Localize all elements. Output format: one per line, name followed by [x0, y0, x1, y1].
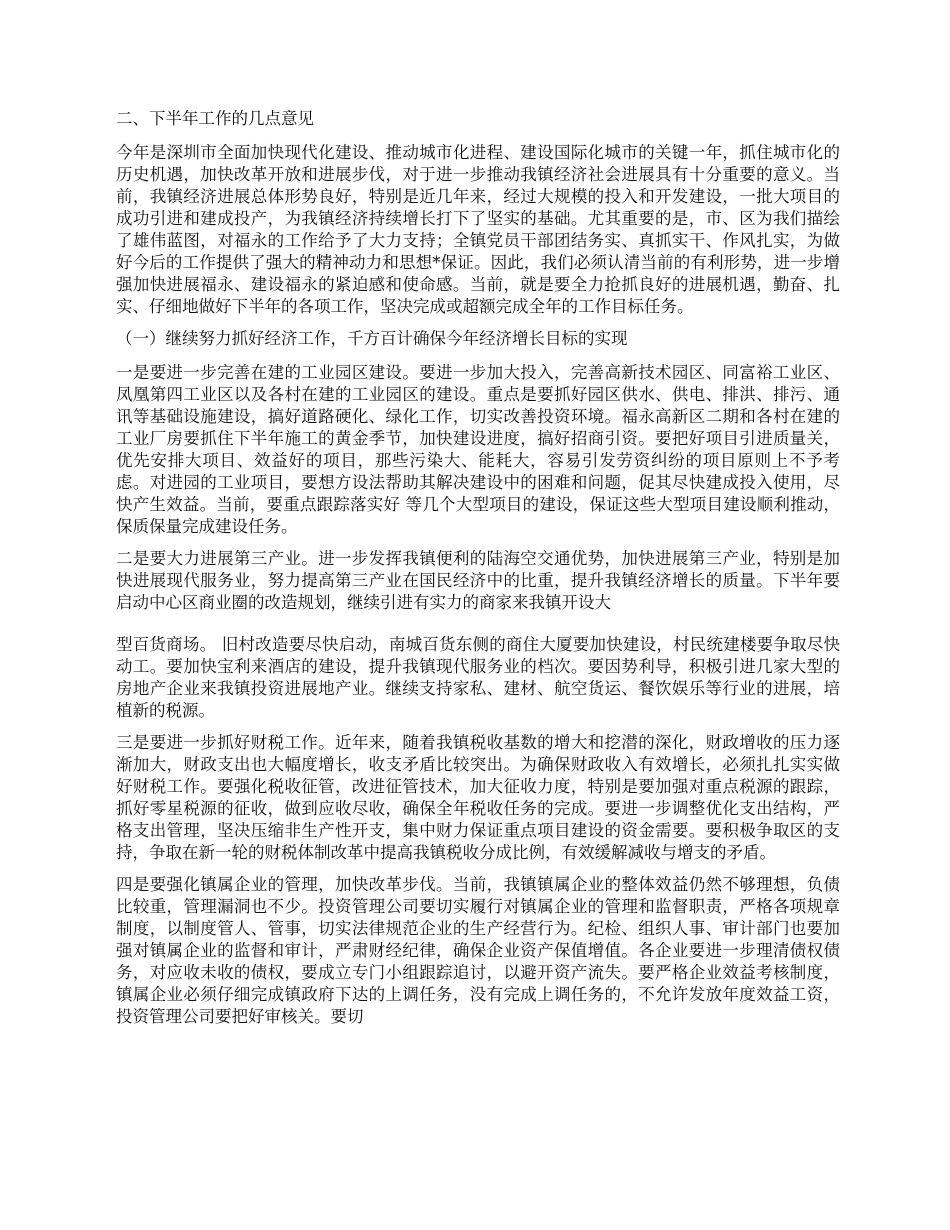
paragraph-tertiary-industry-continued: 型百货商场。 旧村改造要尽快启动，南城百货东侧的商住大厦要加快建设，村民统建楼要争取尽快动工。要加快宝利来酒店的建设，提升我镇现代服务业的档次。要因势利导，积极引进几家大型的房地产企业来我镇投资进展地产业。继续支持家私、建材、航空货运、餐饮娱乐等行业的进展，培植新的税源。	[116, 635, 840, 720]
paragraph-finance-tax: 三是要进一步抓好财税工作。近年来，随着我镇税收基数的增大和挖潜的深化，财政增收的压力逐渐加大，财政支出也大幅度增长，收支矛盾比较突出。为确保财政收入有效增长，必须扎扎实实做好财税工作。要强化税收征管，改进征管技术，加大征收力度，特别是要加强对重点税源的跟踪，抓好零星税源的征收，做到应收尽收，确保全年税收任务的完成。要进一步调整优化支出结构，严格支出管理，坚决压缩非生产性开支，集中财力保证重点项目建设的资金需要。要积极争取区的支持，争取在新一轮的财税体制改革中提高我镇税收分成比例，有效缓解减收与增支的矛盾。	[116, 733, 840, 862]
section-heading: 二、下半年工作的几点意见	[116, 109, 314, 128]
intro-paragraph: 今年是深圳市全面加快现代化建设、推动城市化进程、建设国际化城市的关键一年，抓住城市化的历史机遇，加快改革开放和进展步伐，对于进一步推动我镇经济社会进展具有十分重要的意义。当前，我镇经济进展总体形势良好，特别是近几年来，经过大规模的投入和开发建设，一批大项目的成功引进和建成投产，为我镇经济持续增长打下了坚实的基础。尤其重要的是，市、区为我们描绘了雄伟蓝图，对福永的工作给予了大力支持；全镇党员干部团结务实、真抓实干、作风扎实，为做好今后的工作提供了强大的精神动力和思想*保证。因此，我们必须认清当前的有利形势，进一步增强加快进展福永、建设福永的紧迫感和使命感。当前，就是要全力抢抓良好的进展机遇，勤奋、扎实、仔细地做好下半年的各项工作，坚决完成或超额完成全年的工作目标任务。	[116, 143, 840, 316]
subsection-heading: （一）继续努力抓好经济工作，千方百计确保今年经济增长目标的实现	[116, 329, 628, 348]
paragraph-industrial-parks: 一是要进一步完善在建的工业园区建设。要进一步加大投入，完善高新技术园区、同富裕工业区、凤凰第四工业区以及各村在建的工业园区的建设。重点是要抓好园区供水、供电、排洪、排污、通讯等基础设施建设，搞好道路硬化、绿化工作，切实改善投资环境。福永高新区二期和各村在建的工业厂房要抓住下半年施工的黄金季节，加快建设进度，搞好招商引资。要把好项目引进质量关，优先安排大项目、效益好的项目，那些污染大、能耗大，容易引发劳资纠纷的项目原则上不予考虑。对进园的工业项目，要想方设法帮助其解决建设中的困难和问题，促其尽快建成投入使用，尽快产生效益。当前，要重点跟踪落实好 等几个大型项目的建设，保证这些大型项目建设顺利推动，保质保量完成建设任务。	[116, 363, 840, 536]
document-body	[116, 108, 840, 1038]
paragraph-tertiary-industry: 二是要大力进展第三产业。进一步发挥我镇便利的陆海空交通优势，加快进展第三产业，特别是加快进展现代服务业，努力提高第三产业在国民经济中的比重，提升我镇经济增长的质量。下半年要启动中心区商业圈的改造规划，继续引进有实力的商家来我镇开设大	[116, 549, 840, 612]
paragraph-town-enterprises: 四是要强化镇属企业的管理，加快改革步伐。当前，我镇镇属企业的整体效益仍然不够理想，负债比较重，管理漏洞也不少。投资管理公司要切实履行对镇属企业的管理和监督职责，严格各项规章制度，以制度管人、管事，切实法律规范企业的生产经营行为。纪检、组织人事、审计部门也要加强对镇属企业的监督和审计，严肃财经纪律，确保企业资产保值增值。各企业要进一步理清债权债务，对应收未收的债权，要成立专门小组跟踪追讨，以避开资产流失。要严格企业效益考核制度，镇属企业必须仔细完成镇政府下达的上调任务，没有完成上调任务的，不允许发放年度效益工资，投资管理公司要把好审核关。要切	[116, 875, 840, 1026]
